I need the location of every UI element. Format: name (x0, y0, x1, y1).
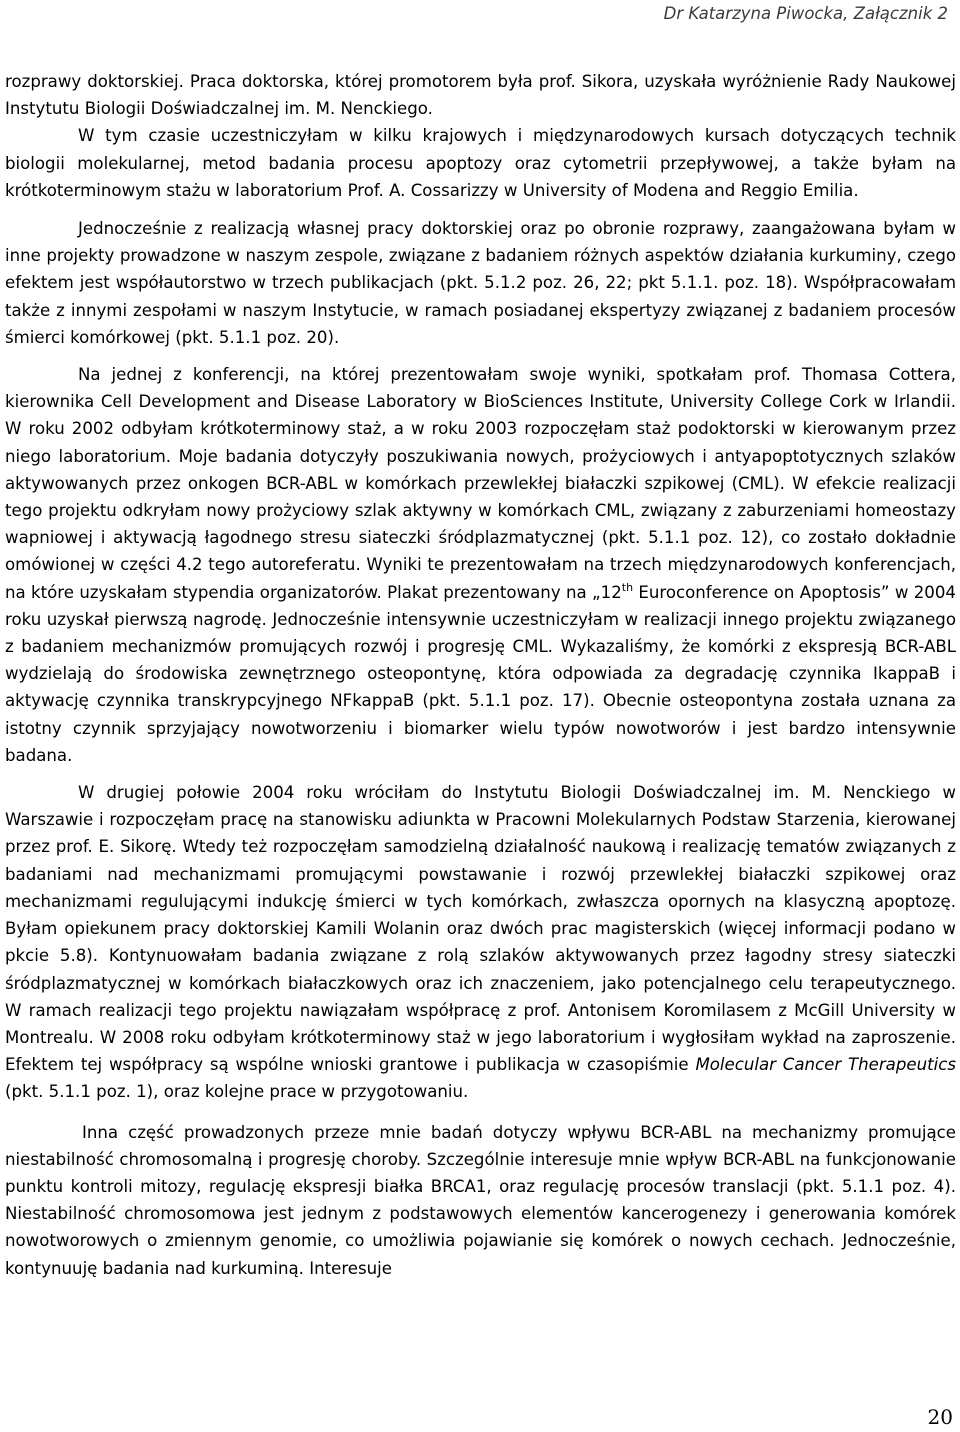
running-header: Dr Katarzyna Piwocka, Załącznik 2 (663, 4, 948, 23)
paragraph-1: rozprawy doktorskiej. Praca doktorska, której promotorem była prof. Sikora, uzyskała wyróżnienie Rady Naukowej Instytutu Biologii Doświadczalnej im. M. Nenckiego. (5, 72, 956, 119)
journal-title: Molecular Cancer Therapeutics (695, 1055, 956, 1075)
paragraph-5 (5, 779, 956, 1105)
paragraph-4-superscript: th (621, 580, 634, 594)
paragraph-5-text-b: (pkt. 5.1.1 poz. 1), oraz kolejne prace w przygotowaniu. (5, 1082, 469, 1102)
paragraph-6: Inna część prowadzonych przeze mnie badań dotyczy wpływu BCR-ABL na mechanizmy promujące niestabilność chromosomalną i progresję choroby. Szczególnie interesuje mnie wpływ BCR-ABL na funkcjonowanie punktu kontroli mitozy, regulację ekspresji białka BRCA1, oraz regulację procesów translacji (pkt. 5.1.1 poz. 4). Niestabilność chromosomowa jest jednym z podstawowych elementów kancerogenezy i generowania komórek nowotworowych o zmiennym genomie, co umożliwia pojawianie się komórek o nowych cechach. Jednocześnie, kontynuuję badania nad kurkuminą. Interesuje (5, 1122, 956, 1278)
paragraph-5-text-a: W drugiej połowie 2004 roku wróciłam do Instytutu Biologii Doświadczalnej im. M. Nenckiego w Warszawie i rozpoczęłam pracę na stanowisku adiunkta w Pracowni Molekularnych Podstaw Starzenia, kierowanej przez prof. E. Sikorę. Wtedy też rozpoczęłam samodzielną działalność naukową i realizację tematów związanych z badaniami nad mechanizmami promującymi powstawanie i rozwój przewlekłej białaczki szpikowej oraz mechanizmami regulującymi indukcję śmierci w tych komórkach, zwłaszcza opornych na klasyczną apoptozę. Byłam opiekunem pracy doktorskiej Kamili Wolanin oraz dwóch prac magisterskich (więcej informacji podano w pkcie 5.8). Kontynuowałam badania związane z rolą szlaków aktywowanych przez łagodny stresy siateczki śródplazmatycznej w komórkach białaczkowych oraz ich znaczeniem, jako potencjalnego celu terapeutycznego. W ramach realizacji tego projektu nawiązałam współpracę z prof. Antonisem Koromilasem z McGill University w Montrealu. W 2008 roku odbyłam krótkoterminowy staż w jego laboratorium i wygłosiłam wykład na zaproszenie. Efektem tej współpracy są wspólne wnioski grantowe i publikacja w czasopiśmie (5, 783, 956, 1075)
paragraph-3: Jednocześnie z realizacją własnej pracy doktorskiej oraz po obronie rozprawy, zaangażowana byłam w inne projekty prowadzone w naszym zespole, związane z badaniem różnych aspektów działania kurkuminy, czego efektem jest współautorstwo w trzech publikacjach (pkt. 5.1.2 poz. 26, 22; pkt 5.1.1. poz. 18). Współpracowałam także z innymi zespołami w naszym Instytucie, w ramach posiadanej ekspertyzy związanej z badaniem procesów śmierci komórkowej (pkt. 5.1.1 poz. 20). (5, 219, 956, 347)
paragraph-4-text-a: Na jednej z konferencji, na której prezentowałam swoje wyniki, spotkałam prof. Thomasa Cottera, kierownika Cell Development and Disease Laboratory w BioSciences Institute, University College Cork w Irlandii. W roku 2002 odbyłam krótkoterminowy staż, a w roku 2003 rozpoczęłam staż podoktorski w kierowanym przez niego laboratorium. Moje badania dotyczyły poszukiwania nowych, prożyciowych i antyapoptotycznych szlaków aktywowanych przez onkogen BCR-ABL w komórkach przewlekłej białaczki szpikowej (CML). W efekcie realizacji tego projektu odkryłam nowy prożyciowy szlak aktywny w komórkach CML, związany z zaburzeniami homeostazy wapniowej i aktywacją łagodnego stresu siateczki śródplazmatycznej (pkt. 5.1.1 poz. 12), co zostało dokładnie omówionej w części 4.2 tego autoreferatu. Wyniki te prezentowałam na trzech międzynarodowych konferencjach, na które uzyskałam stypendia organizatorów. Plakat prezentowany na „12 (5, 365, 956, 602)
paragraph-4 (5, 361, 956, 769)
paragraph-4-text-b: Euroconference on Apoptosis” w 2004 roku uzyskał pierwszą nagrodę. Jednocześnie intensywnie uczestniczyłam w realizacji innego projektu związanego z badaniem mechanizmów promujących rozwój i progresję CML. Wykazaliśmy, że komórki z ekspresją BCR-ABL wydzielają do środowiska zewnętrznego osteopontynę, która odpowiada za degradację czynnika IkappaB i aktywację czynnika transkrypcyjnego NFkappaB (pkt. 5.1.1 poz. 17). Obecnie osteopontyna została uznana za istotny czynnik sprzyjający nowotworzeniu i biomarker wielu typów nowotworów i jest bardzo intensywnie badana. (5, 582, 956, 765)
document-body (5, 68, 956, 1282)
paragraph-2: W tym czasie uczestniczyłam w kilku krajowych i międzynarodowych kursach dotyczących technik biologii molekularnej, metod badania procesu apoptozy oraz cytometrii przepływowej, a także byłam na krótkoterminowym stażu w laboratorium Prof. A. Cossarizzy w University of Modena and Reggio Emilia. (5, 126, 956, 200)
page-number: 20 (927, 1405, 953, 1429)
